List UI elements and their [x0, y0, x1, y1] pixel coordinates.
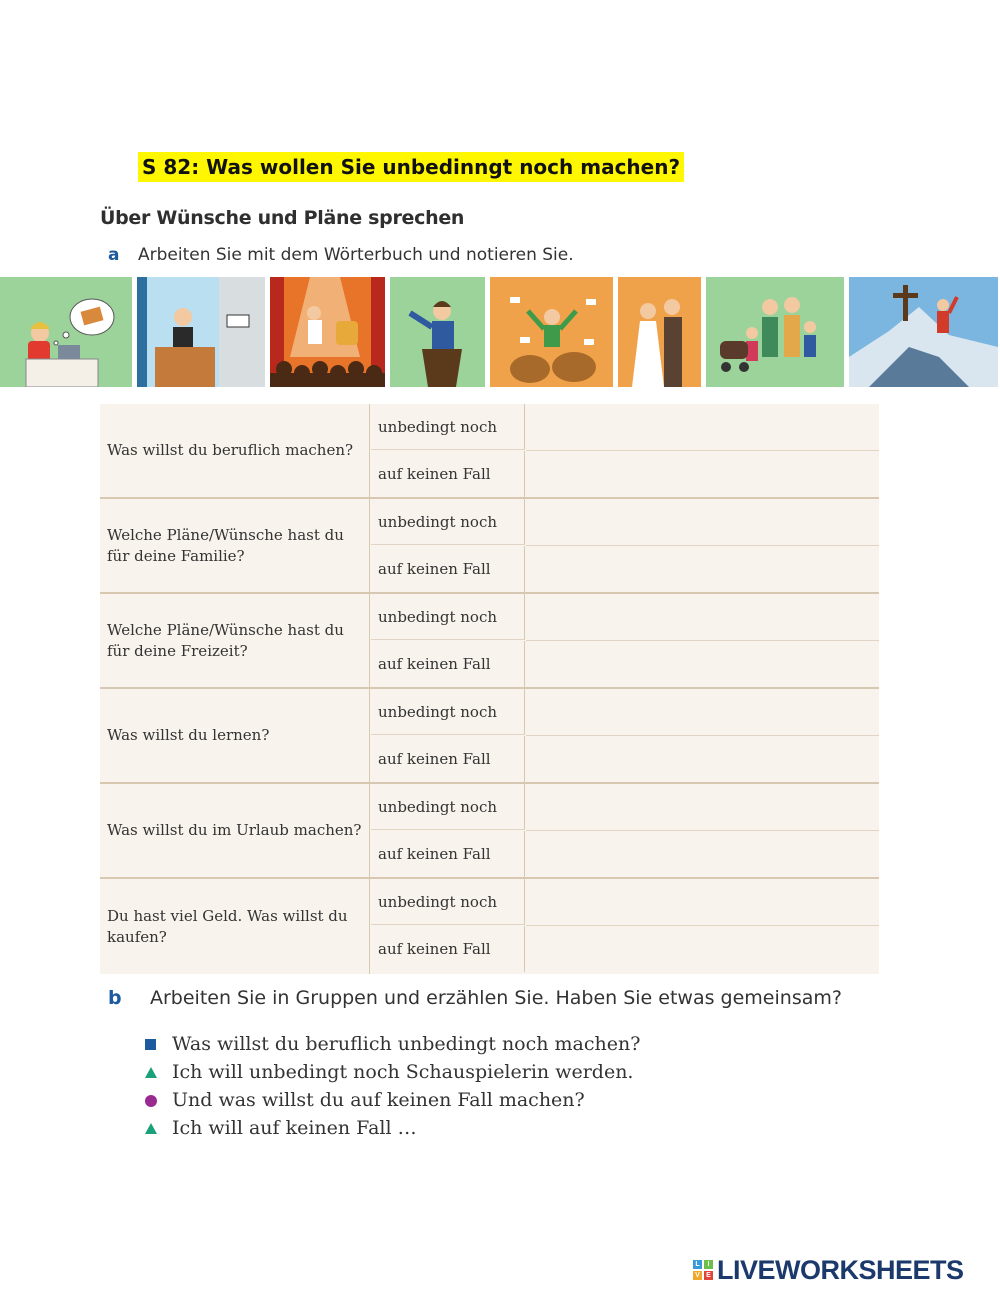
man-speaking-at-podium-illustration [390, 277, 485, 387]
option-label-no: auf keinen Fall [371, 546, 525, 592]
answer-field[interactable] [526, 926, 879, 972]
answer-field[interactable] [526, 879, 879, 926]
question-label: Was willst du beruflich machen? [100, 404, 370, 497]
option-label-yes: unbedingt noch [371, 594, 525, 640]
stressed-man-at-office-desk-illustration [137, 277, 265, 387]
option-label-no: auf keinen Fall [371, 926, 525, 972]
task-b [108, 987, 842, 1009]
answer-field[interactable] [526, 594, 879, 641]
circle-bullet-icon [145, 1095, 157, 1107]
answer-field[interactable] [526, 546, 879, 592]
table-row [100, 499, 879, 594]
page-title: S 82: Was wollen Sie unbedinngt noch machen? [138, 152, 684, 182]
climber-on-mountain-summit-illustration [849, 277, 998, 387]
answer-field[interactable] [526, 451, 879, 497]
triangle-bullet-icon [145, 1067, 157, 1078]
square-bullet-icon [145, 1039, 156, 1050]
option-label-yes: unbedingt noch [371, 879, 525, 925]
logo-grid-icon: L I V E [693, 1260, 713, 1280]
wedding-couple-illustration [618, 277, 701, 387]
family-with-stroller-illustration [706, 277, 844, 387]
option-label-no: auf keinen Fall [371, 831, 525, 877]
actor-on-stage-with-audience-illustration [270, 277, 385, 387]
answer-field[interactable] [526, 499, 879, 546]
table-row [100, 784, 879, 879]
wishes-table [100, 404, 879, 974]
woman-at-laptop-thinking-of-book-illustration [0, 277, 132, 387]
answer-field[interactable] [526, 831, 879, 877]
section-title: Über Wünsche und Pläne sprechen [100, 207, 465, 229]
option-label-yes: unbedingt noch [371, 784, 525, 830]
task-letter: b [108, 987, 122, 1009]
task-a [108, 245, 574, 265]
question-label: Du hast viel Geld. Was willst du kaufen? [100, 879, 370, 974]
dialogue-text: Ich will auf keinen Fall … [172, 1117, 417, 1139]
option-label-no: auf keinen Fall [371, 641, 525, 687]
answer-field[interactable] [526, 736, 879, 782]
task-instruction: Arbeiten Sie in Gruppen und erzählen Sie. Haben Sie etwas gemeinsam? [150, 987, 842, 1009]
answer-field[interactable] [526, 641, 879, 687]
illustration-strip [0, 277, 1000, 387]
dialogue-text: Ich will unbedingt noch Schauspielerin werden. [172, 1061, 634, 1083]
task-letter: a [108, 245, 120, 265]
option-label-yes: unbedingt noch [371, 689, 525, 735]
logo-text: LIVEWORKSHEETS [717, 1254, 964, 1285]
question-label: Welche Pläne/Wünsche hast du für deine Freizeit? [100, 594, 370, 687]
option-label-no: auf keinen Fall [371, 736, 525, 782]
question-label: Was willst du im Urlaub machen? [100, 784, 370, 877]
man-winning-money-illustration [490, 277, 613, 387]
table-row [100, 594, 879, 689]
table-row [100, 879, 879, 974]
answer-field[interactable] [526, 784, 879, 831]
question-label: Welche Pläne/Wünsche hast du für deine Familie? [100, 499, 370, 592]
triangle-bullet-icon [145, 1123, 157, 1134]
dialogue-text: Und was willst du auf keinen Fall machen? [172, 1089, 585, 1111]
liveworksheets-logo [693, 1255, 964, 1285]
option-label-yes: unbedingt noch [371, 404, 525, 450]
question-label: Was willst du lernen? [100, 689, 370, 782]
task-instruction: Arbeiten Sie mit dem Wörterbuch und notieren Sie. [138, 245, 574, 265]
table-row [100, 404, 879, 499]
dialogue-text: Was willst du beruflich unbedingt noch machen? [172, 1033, 641, 1055]
answer-field[interactable] [526, 689, 879, 736]
option-label-no: auf keinen Fall [371, 451, 525, 497]
answer-field[interactable] [526, 404, 879, 451]
table-row [100, 689, 879, 784]
option-label-yes: unbedingt noch [371, 499, 525, 545]
